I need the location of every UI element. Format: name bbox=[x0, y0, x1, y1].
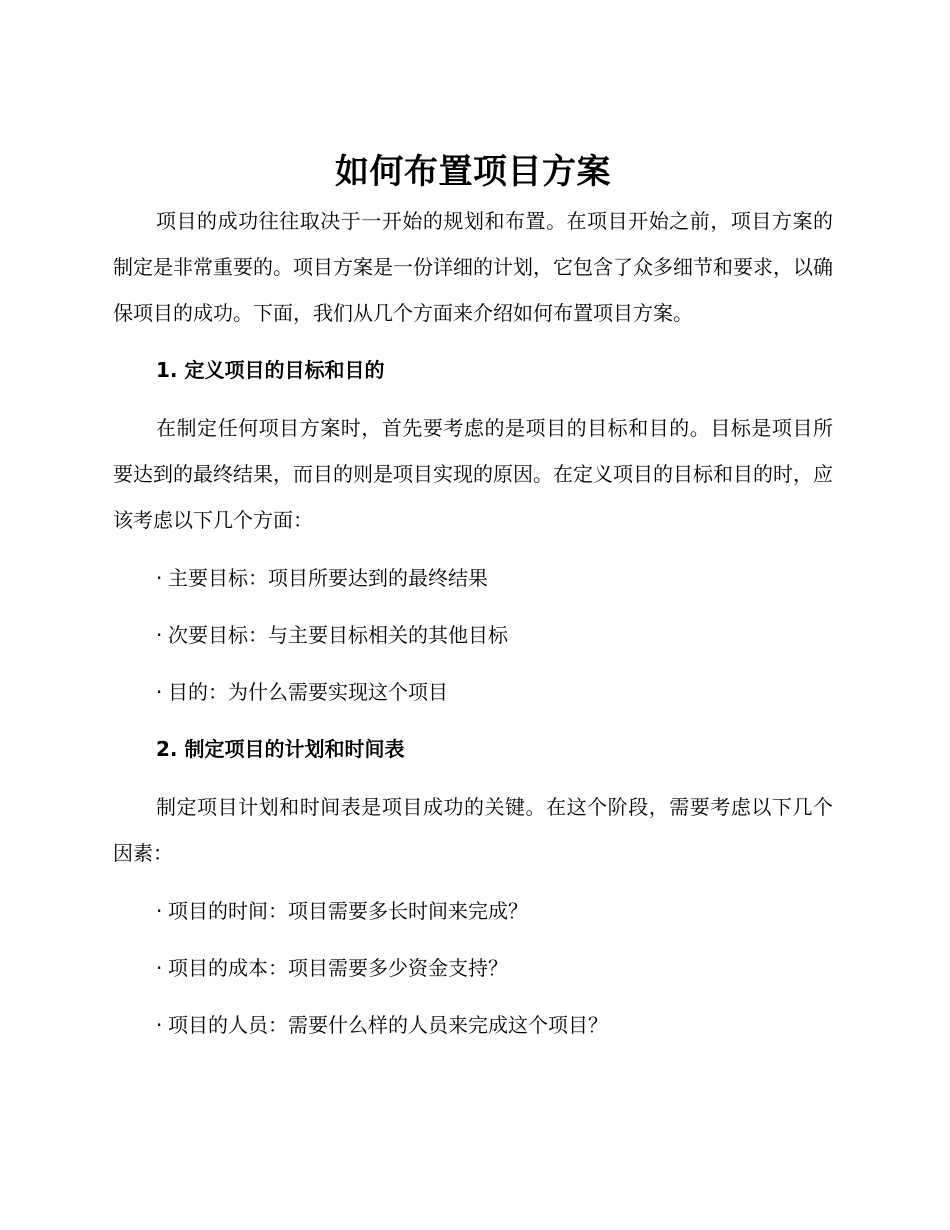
bullet-text: 次要目标：与主要目标相关的其他目标 bbox=[168, 623, 508, 647]
bullet-text: 项目的成本：项目需要多少资金支持？ bbox=[168, 956, 508, 980]
document-page bbox=[113, 150, 833, 1048]
section-2-bullet-2 bbox=[113, 945, 833, 991]
bullet-text: 项目的时间：项目需要多长时间来完成？ bbox=[168, 899, 528, 923]
bullet-text: 目的：为什么需要实现这个项目 bbox=[168, 680, 448, 704]
section-2-bullet-1 bbox=[113, 888, 833, 934]
section-2-heading: 2. 制定项目的计划和时间表 bbox=[156, 737, 405, 761]
bullet-text: 项目的人员：需要什么样的人员来完成这个项目？ bbox=[168, 1013, 608, 1037]
section-1-bullet-2 bbox=[113, 612, 833, 658]
section-1-bullet-1 bbox=[113, 555, 833, 601]
bullet-dot: · bbox=[156, 566, 163, 590]
bullet-text: 主要目标：项目所要达到的最终结果 bbox=[168, 566, 488, 590]
document-title: 如何布置项目方案 bbox=[335, 152, 611, 192]
bullet-dot: · bbox=[156, 1013, 163, 1037]
bullet-dot: · bbox=[156, 956, 163, 980]
section-2-paragraph: 制定项目计划和时间表是项目成功的关键。在这个阶段，需要考虑以下几个因素： bbox=[113, 795, 833, 865]
section-1-heading: 1. 定义项目的目标和目的 bbox=[156, 358, 385, 382]
section-2-bullet-3 bbox=[113, 1002, 833, 1048]
bullet-dot: · bbox=[156, 623, 163, 647]
section-1-bullet-3 bbox=[113, 669, 833, 715]
section-1-paragraph: 在制定任何项目方案时，首先要考虑的是项目的目标和目的。目标是项目所要达到的最终结果，而目的则是项目实现的原因。在定义项目的目标和目的时，应该考虑以下几个方面： bbox=[113, 416, 833, 532]
intro-paragraph: 项目的成功往往取决于一开始的规划和布置。在项目开始之前，项目方案的制定是非常重要的。项目方案是一份详细的计划，它包含了众多细节和要求，以确保项目的成功。下面，我们从几个方面来介绍如何布置项目方案。 bbox=[113, 209, 833, 325]
bullet-dot: · bbox=[156, 680, 163, 704]
bullet-dot: · bbox=[156, 899, 163, 923]
